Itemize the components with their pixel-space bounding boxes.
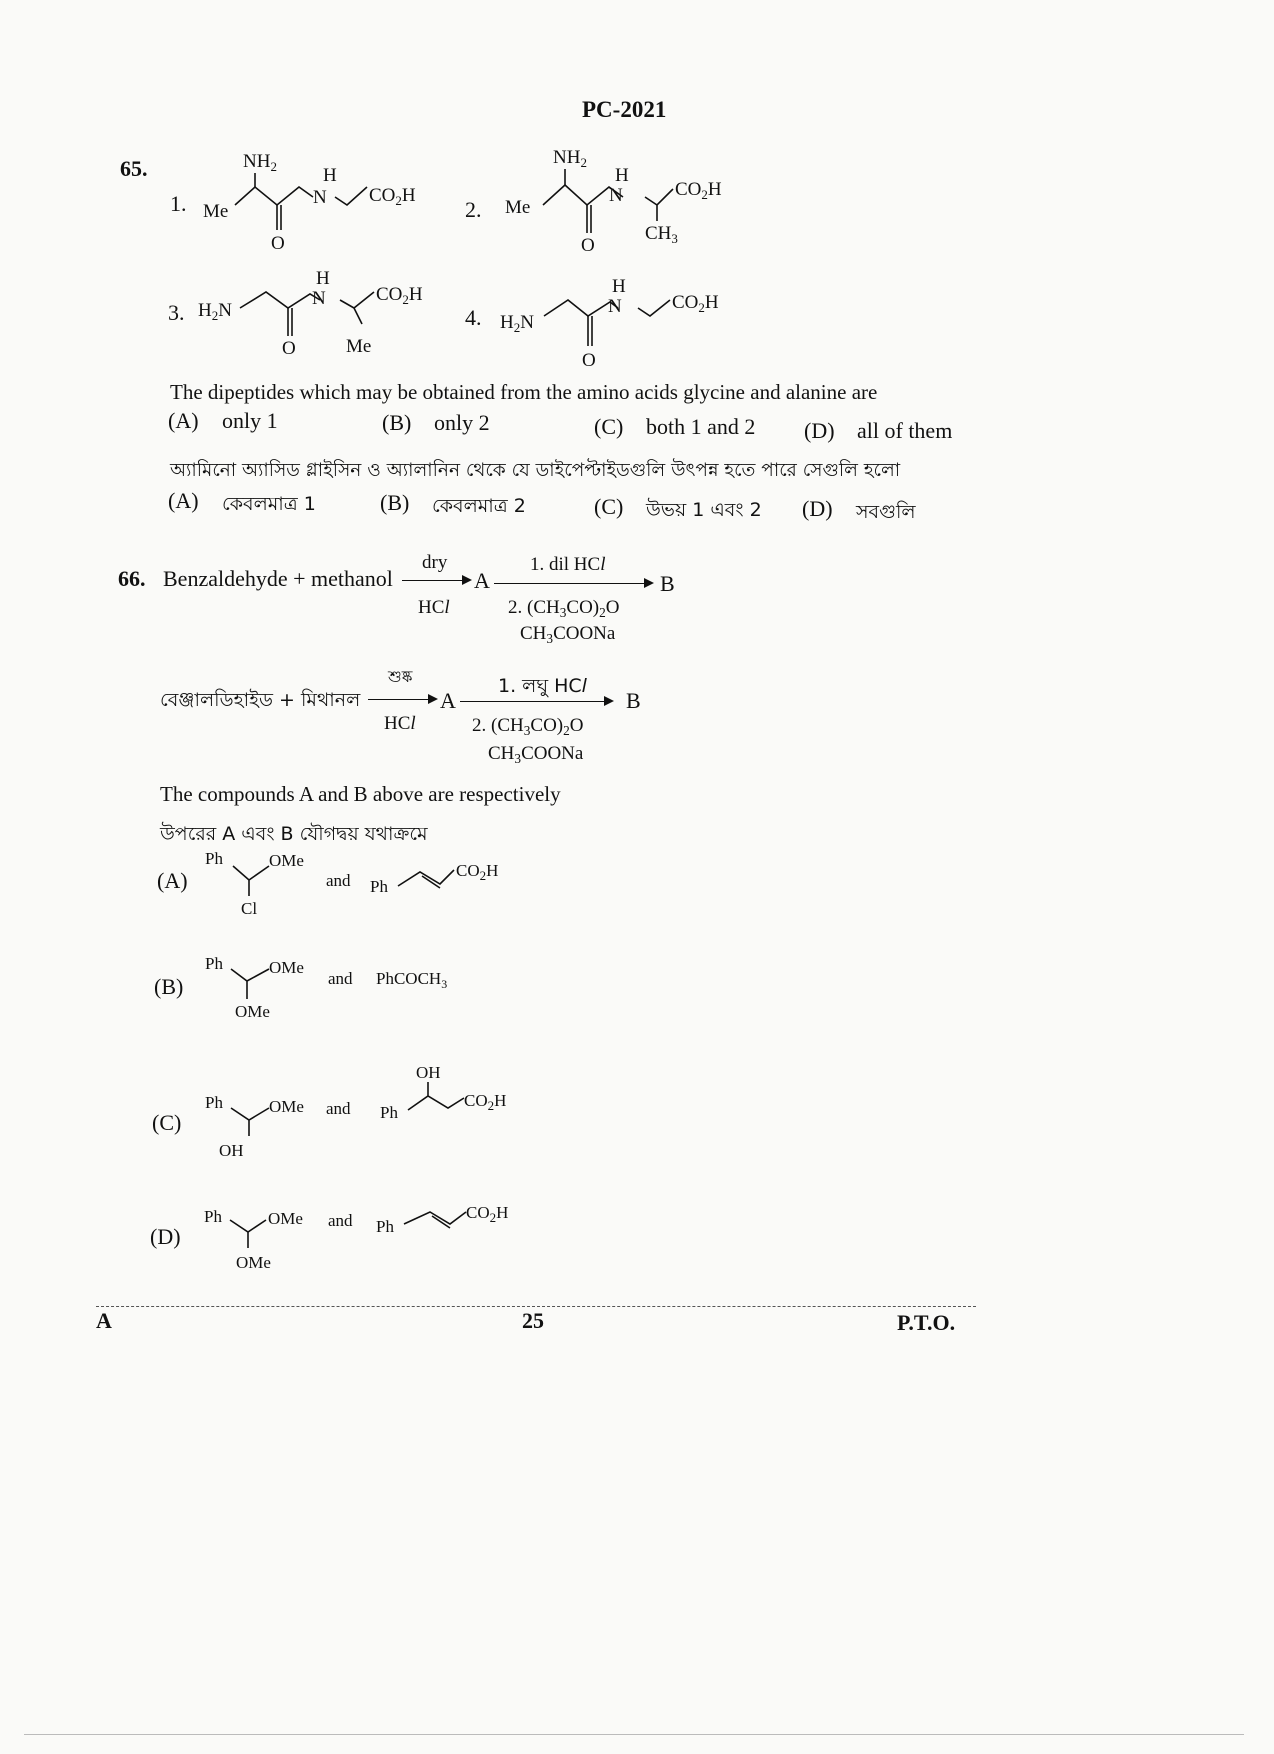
svg-text:CO2​H: $CO_2H$ xyxy=(466,1203,509,1225)
svg-text:H: H xyxy=(316,268,330,289)
svg-text:Ph: Ph xyxy=(205,1093,223,1112)
q66-option-c-and: and xyxy=(326,1099,351,1118)
page-number: 25 xyxy=(522,1308,544,1333)
q66-en-below1: HCl xyxy=(418,597,450,618)
q66-bn-above2: 1. লঘু HCl xyxy=(498,675,587,697)
svg-text:CO2​H: $CO_2H$ xyxy=(376,284,423,307)
svg-text:OMe: OMe xyxy=(268,1209,303,1228)
q65-label-1: 1. xyxy=(170,191,187,216)
footer-right: P.T.O. xyxy=(897,1310,956,1335)
q65-label-3: 3. xyxy=(168,300,185,325)
svg-text:N: N xyxy=(312,288,326,309)
q66-reactants-en: Benzaldehyde + methanol xyxy=(163,566,393,591)
q65-option-a: only 1 xyxy=(222,408,278,433)
q65-option-c-key: (C) xyxy=(594,414,624,439)
q66-option-d-and: and xyxy=(328,1211,353,1230)
q65-option-c: both 1 and 2 xyxy=(646,414,756,439)
svg-text:N: N xyxy=(608,296,622,317)
q66-option-d-second xyxy=(374,1190,534,1250)
q65-question-bn: অ্যামিনো অ্যাসিড গ্লাইসিন ও অ্যালানিন থেকে যে ডাইপেপ্টাইডগুলি উৎপন্ন হতে পারে সেগুলি হলো xyxy=(170,460,901,481)
q66-en-arrow1 xyxy=(402,580,470,581)
q65-option-a-key: (A) xyxy=(168,408,199,433)
svg-text:OMe: OMe xyxy=(269,958,304,977)
q65-label-4: 4. xyxy=(465,305,482,330)
q65-bn-option-a-key: (A) xyxy=(168,488,199,513)
q65-bn-option-c: উভয় 1 এবং 2 xyxy=(646,499,762,521)
q65-bn-option-d: সবগুলি xyxy=(856,501,916,523)
footer-left: A xyxy=(96,1308,112,1333)
svg-text:OH: OH xyxy=(416,1063,441,1082)
q65-label-2: 2. xyxy=(465,197,482,222)
svg-text:Ph: Ph xyxy=(205,954,223,973)
svg-text:CO2​H: $CO_2H$ xyxy=(369,185,416,208)
q66-en-arrow2 xyxy=(494,583,652,584)
q66-bn-above1: শুষ্ক xyxy=(388,667,413,686)
svg-text:NH2​: $NH_2$ xyxy=(553,147,587,170)
nh2-label: $NH_2$ xyxy=(243,151,277,174)
q66-bn-arrow1 xyxy=(368,699,436,700)
svg-text:H: H xyxy=(323,165,337,186)
svg-text:O: O xyxy=(271,233,285,254)
q65-number: 65. xyxy=(120,156,148,181)
q66-bn-arrow2 xyxy=(460,701,612,702)
svg-text:H: H xyxy=(612,276,626,297)
q65-bn-option-c-key: (C) xyxy=(594,494,624,519)
q66-option-b-second: PhCOCH$_3$ xyxy=(376,969,448,991)
q65-bn-option-d-key: (D) xyxy=(802,496,833,521)
q65-structure-3 xyxy=(198,262,458,367)
q66-reactants-bn: বেঞ্জালডিহাইড + মিথানল xyxy=(160,689,361,711)
svg-text:N: N xyxy=(609,185,623,206)
svg-text:Ph: Ph xyxy=(376,1217,394,1236)
q66-option-d-first xyxy=(204,1206,324,1281)
q66-option-c-second xyxy=(378,1060,538,1130)
q66-bn-below1: HCl xyxy=(384,713,416,734)
q66-en-above1: dry xyxy=(422,552,448,573)
q65-structure-1 xyxy=(195,145,425,255)
svg-text:CO2​H: $CO_2H$ xyxy=(672,292,719,315)
q65-bn-option-a: কেবলমাত্র 1 xyxy=(222,493,316,515)
q66-en-below2a: 2. $(CH_3CO)_2O$ xyxy=(508,597,620,620)
q66-en-above2: 1. dil HCl xyxy=(530,554,606,575)
q66-number: 66. xyxy=(118,566,146,591)
q66-option-c-first xyxy=(205,1092,325,1167)
scan-edge xyxy=(24,1734,1244,1735)
svg-text:CO2​H: $CO_2H$ xyxy=(456,861,499,883)
q66-en-mid: A xyxy=(474,568,490,593)
svg-text:CH3​: $CH_3$ xyxy=(645,223,678,246)
q65-option-d-key: (D) xyxy=(804,418,835,443)
q65-option-b-key: (B) xyxy=(382,410,412,435)
q66-en-below2b: $CH_3COONa$ xyxy=(520,623,616,646)
svg-text:H2​N: $H_2N$ xyxy=(500,312,534,335)
q66-bn-product: B xyxy=(626,688,641,713)
q65-bn-option-b: কেবলমাত্র 2 xyxy=(432,495,526,517)
q65-question-en: The dipeptides which may be obtained from the amino acids glycine and alanine are xyxy=(170,380,878,404)
q66-option-c-key: (C) xyxy=(152,1110,182,1135)
footer-rule xyxy=(96,1306,976,1307)
page-code: PC-2021 xyxy=(582,97,667,122)
svg-text:Cl: Cl xyxy=(241,899,258,918)
q65-option-b: only 2 xyxy=(434,410,490,435)
svg-text:H2​N: $H_2N$ xyxy=(198,300,232,323)
svg-text:Me: Me xyxy=(505,197,531,218)
svg-text:Ph: Ph xyxy=(380,1103,398,1122)
svg-text:O: O xyxy=(282,338,296,359)
svg-text:Ph: Ph xyxy=(204,1207,222,1226)
q66-option-b-key: (B) xyxy=(154,974,184,999)
q65-option-d: all of them xyxy=(857,418,953,443)
q66-option-a-key: (A) xyxy=(157,868,188,893)
svg-text:OMe: OMe xyxy=(235,1002,270,1021)
q66-option-b-and: and xyxy=(328,969,353,988)
q65-bn-option-b-key: (B) xyxy=(380,490,410,515)
svg-text:OMe: OMe xyxy=(269,851,304,870)
q65-structure-4 xyxy=(500,268,760,373)
svg-text:O: O xyxy=(582,350,596,371)
svg-text:CO2​H: $CO_2H$ xyxy=(464,1091,507,1113)
svg-text:OH: OH xyxy=(219,1141,244,1160)
svg-text:OMe: OMe xyxy=(236,1253,271,1272)
q66-option-a-and: and xyxy=(326,871,351,890)
q66-option-d-key: (D) xyxy=(150,1224,181,1249)
q66-option-b-first xyxy=(205,955,325,1030)
q66-bn-below2b: $CH_3COONa$ xyxy=(488,743,584,766)
svg-text:OMe: OMe xyxy=(269,1097,304,1116)
svg-text:Ph: Ph xyxy=(370,877,388,896)
q66-en-product: B xyxy=(660,571,675,596)
q66-question-en: The compounds A and B above are respectively xyxy=(160,782,561,806)
svg-text:H: H xyxy=(615,165,629,186)
q66-bn-below2a: 2. $(CH_3CO)_2O$ xyxy=(472,715,584,738)
svg-text:Me: Me xyxy=(203,201,229,222)
q66-option-a-first xyxy=(205,848,325,923)
svg-text:Me: Me xyxy=(346,336,372,357)
q66-question-bn: উপরের A এবং B যৌগদ্বয় যথাক্রমে xyxy=(160,823,428,845)
svg-text:O: O xyxy=(581,235,595,256)
svg-text:Ph: Ph xyxy=(205,849,223,868)
q66-option-a-second xyxy=(368,848,518,908)
q65-structure-2 xyxy=(505,145,765,270)
svg-text:CO2​H: $CO_2H$ xyxy=(675,179,722,202)
q66-bn-mid: A xyxy=(440,688,456,713)
svg-text:N: N xyxy=(313,187,327,208)
